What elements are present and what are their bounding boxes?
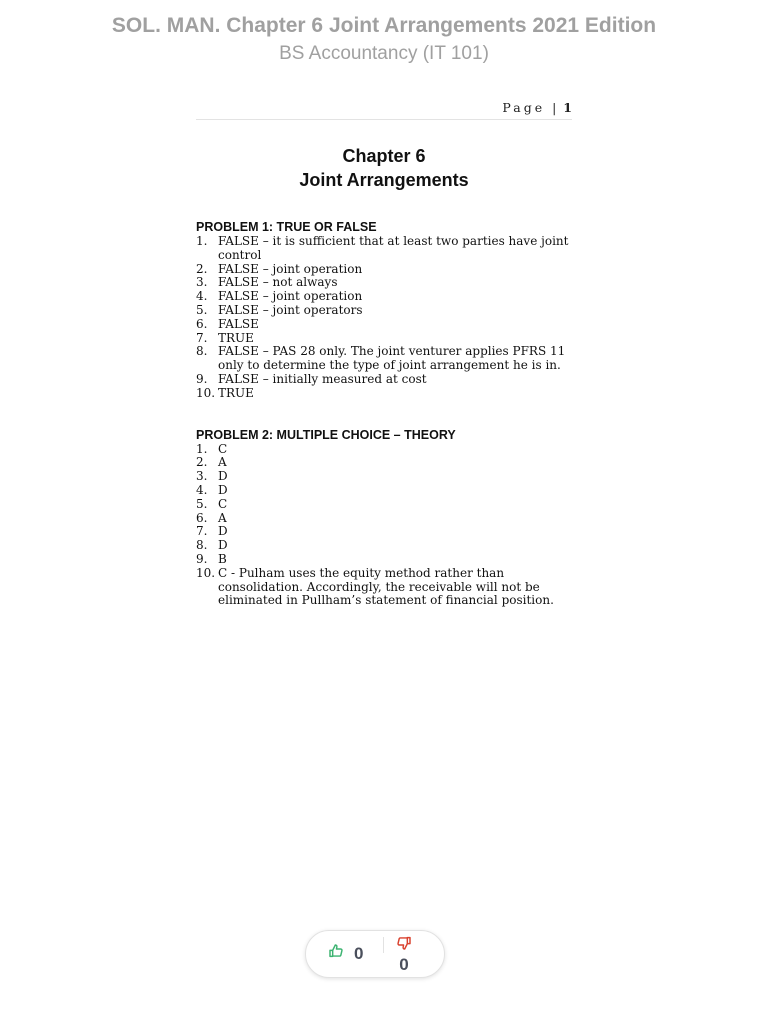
item-number: 9. [196, 551, 208, 566]
chapter-heading [196, 144, 572, 192]
course-subtitle: BS Accountancy (IT 101) [279, 43, 489, 64]
problem-1-section [196, 220, 572, 401]
page-header [196, 100, 572, 120]
item-number: 1. [196, 441, 208, 456]
document-page [196, 100, 572, 608]
item-number: 8. [196, 344, 208, 359]
item-answer: FALSE – PAS 28 only. The joint venturer applies PFRS 11 only to determine the type of joint arrangement he is in. [218, 344, 566, 373]
downvote-count: 0 [399, 955, 409, 974]
item-answer: C [218, 496, 228, 511]
item-answer: TRUE [218, 330, 254, 345]
item-number: 4. [196, 482, 208, 497]
list-item [196, 470, 572, 484]
item-number: 7. [196, 524, 208, 539]
downvote-button[interactable] [394, 935, 414, 975]
list-item [196, 443, 572, 457]
item-answer: D [218, 482, 228, 497]
chapter-number: Chapter 6 [342, 146, 426, 166]
item-answer: C [218, 441, 228, 456]
item-number: 2. [196, 261, 208, 276]
item-answer: FALSE – initially measured at cost [218, 371, 427, 386]
item-number: 1. [196, 234, 208, 248]
item-number: 10. [196, 565, 216, 580]
item-number: 5. [196, 302, 208, 317]
list-item [196, 498, 572, 512]
vote-widget [305, 930, 445, 978]
page-label: Page [502, 100, 546, 115]
item-answer: B [218, 551, 227, 566]
problem-1-title: PROBLEM 1: TRUE OR FALSE [196, 220, 377, 234]
item-answer: FALSE – not always [218, 275, 338, 290]
item-answer: A [218, 455, 227, 470]
item-number: 10. [196, 385, 216, 400]
list-item [196, 304, 572, 318]
item-number: 9. [196, 371, 208, 386]
chapter-title: Joint Arrangements [299, 170, 469, 190]
list-item [196, 456, 572, 470]
problem-2-list [196, 443, 572, 609]
list-item [196, 553, 572, 567]
item-answer: D [218, 524, 228, 539]
list-item [196, 539, 572, 553]
list-item [196, 512, 572, 526]
item-number: 6. [196, 316, 208, 331]
item-number: 4. [196, 289, 208, 304]
item-answer: FALSE – joint operators [218, 302, 363, 317]
list-item [196, 332, 572, 346]
thumbs-down-icon [394, 935, 414, 951]
item-answer: C - Pulham uses the equity method rather than consolidation. Accordingly, the receivable will not be eliminated in Pullham’s statement of financial position. [218, 565, 554, 608]
list-item [196, 567, 572, 608]
upvote-button[interactable] [328, 943, 363, 964]
page-number: 1 [563, 100, 572, 115]
item-answer: D [218, 469, 228, 484]
thumbs-up-icon [328, 943, 344, 964]
item-number: 6. [196, 510, 208, 525]
item-answer: FALSE – joint operation [218, 261, 363, 276]
list-item [196, 263, 572, 277]
list-item [196, 373, 572, 387]
list-item [196, 484, 572, 498]
list-item [196, 387, 572, 401]
list-item [196, 276, 572, 290]
upvote-count: 0 [354, 943, 364, 963]
item-answer: D [218, 538, 228, 553]
list-item [196, 345, 572, 373]
problem-1-list [196, 235, 572, 401]
item-answer: TRUE [218, 385, 254, 400]
item-number: 7. [196, 330, 208, 345]
item-answer: A [218, 510, 227, 525]
item-number: 2. [196, 455, 208, 470]
item-number: 8. [196, 538, 208, 553]
list-item [196, 525, 572, 539]
item-number: 3. [196, 469, 208, 484]
list-item [196, 318, 572, 332]
list-item [196, 290, 572, 304]
item-answer: FALSE – it is sufficient that at least two parties have joint control [218, 234, 569, 262]
vote-divider [383, 937, 384, 953]
list-item [196, 235, 572, 263]
page-separator: | [552, 100, 557, 115]
item-answer: FALSE – joint operation [218, 289, 363, 304]
problem-2-section [196, 428, 572, 609]
item-number: 5. [196, 496, 208, 511]
item-answer: FALSE [218, 316, 259, 331]
document-title: SOL. MAN. Chapter 6 Joint Arrangements 2021 Edition [111, 14, 657, 37]
item-number: 3. [196, 275, 208, 290]
problem-2-title: PROBLEM 2: MULTIPLE CHOICE – THEORY [196, 427, 456, 442]
